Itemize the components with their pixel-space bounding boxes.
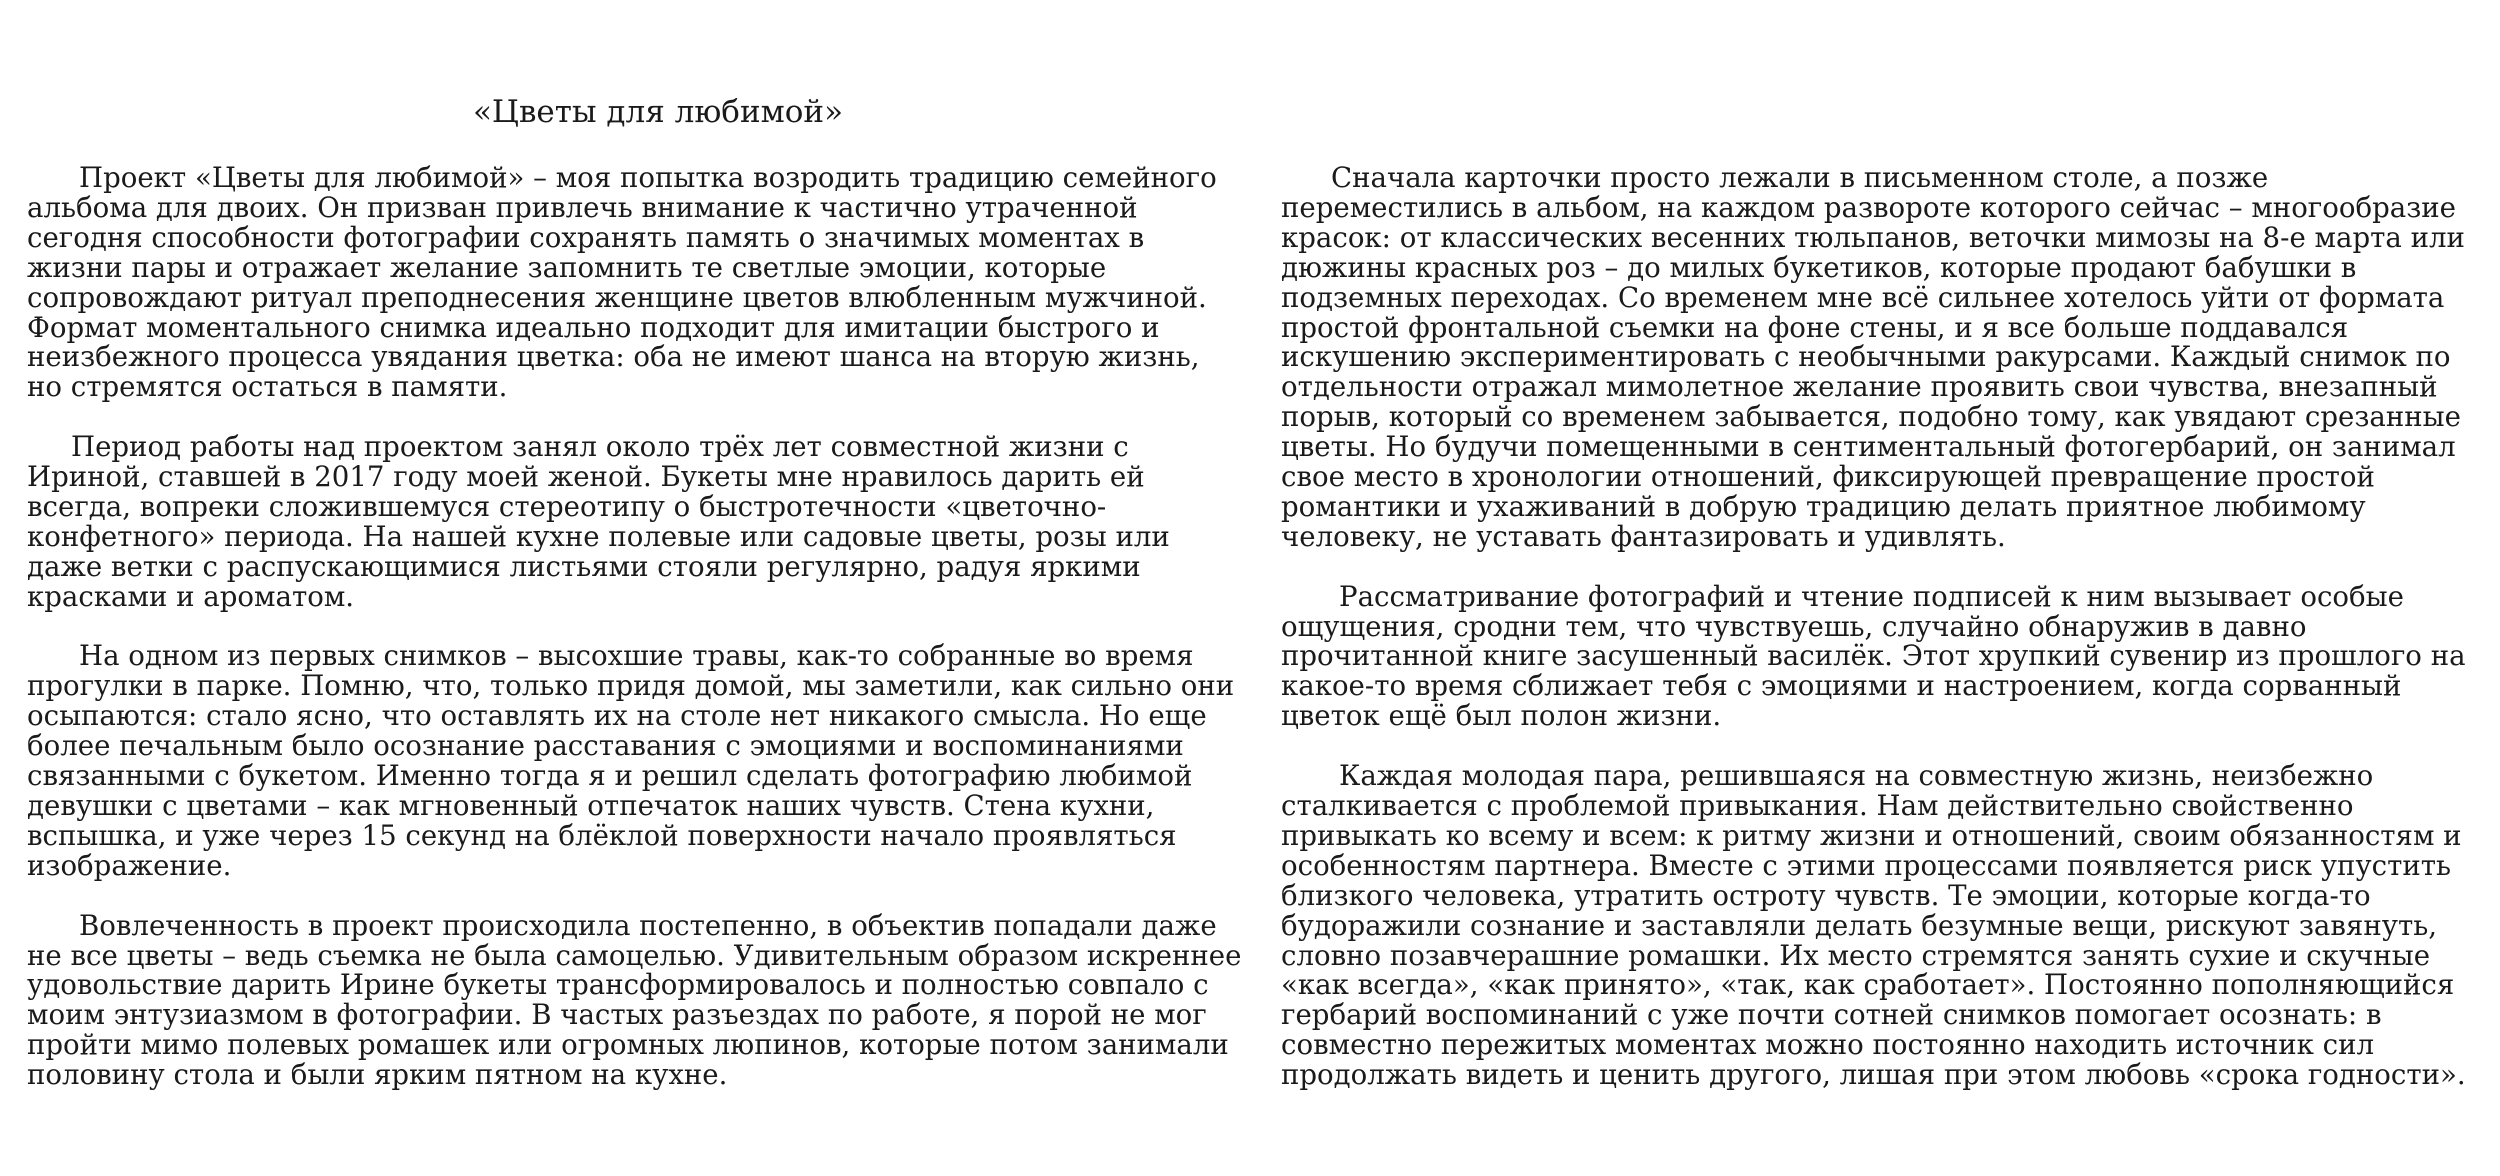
paragraph: Период работы над проектом занял около трёх лет совместной жизни с Ириной, ставшей в 2017 году моей женой. Букеты мне нравилось дарить ей всегда, вопреки сложившемуся стереотипу о быстротечности «цветочно-конфетного» периода. На нашей кухне полевые или садовые цветы, розы или даже ветки с распускающимися листьями стояли регулярно, радуя яркими красками и ароматом.	[27, 430, 1170, 613]
page-title: «Цветы для любимой»	[472, 94, 844, 130]
paragraph: Рассматривание фотографий и чтение подписей к ним вызывает особые ощущения, сродни тем, что чувствуешь, случайно обнаружив в давно прочитанной книге засушенный василёк. Этот хрупкий сувенир из прошлого на какое-то время сближает тебя с эмоциями и настроением, когда сорванный цветок ещё был полон жизни.	[1281, 579, 2466, 733]
paragraph: Вовлеченность в проект происходила постепенно, в объектив попадали даже не все цветы – ведь съемка не была самоцелью. Удивительным образом искреннее удовольствие дарить Ирине букеты трансформировалось и полностью совпало с моим энтузиазмом в фотографии. В частых разъездах по работе, я порой не мог пройти мимо полевых ромашек или огромных люпинов, которые потом занимали половину стола и были ярким пятном на кухне.	[27, 908, 1242, 1092]
left-text-column	[27, 163, 1243, 1120]
paragraph: Проект «Цветы для любимой» – моя попытка возродить традицию семейного альбома для двоих. Он призван привлечь внимание к частично утраченной сегодня способности фотографии сохранять память о значимых моментах в жизни пары и отражает желание запомнить те светлые эмоции, которые сопровождают ритуал преподнесения женщине цветов влюбленным мужчиной. Формат моментального снимка идеально подходит для имитации быстрого и неизбежного процесса увядания цветка: оба не имеют шанса на вторую жизнь, но стремятся остаться в памяти.	[27, 161, 1217, 404]
paragraph: Каждая молодая пара, решившаяся на совместную жизнь, неизбежно сталкивается с проблемой привыкания. Нам действительно свойственно привыкать ко всему и всем: к ритму жизни и отношений, своим обязанностям и особенностям партнера. Вместе с этими процессами появляется риск упустить близкого человека, утратить остроту чувств. Те эмоции, которые когда-то будоражили сознание и заставляли делать безумные вещи, рискуют завянуть, словно позавчерашние ромашки. Их место стремятся занять сухие и скучные «как всегда», «как принято», «так, как сработает». Постоянно пополняющийся гербарий воспоминаний с уже почти сотней снимков помогает осознать: в совместно пережитых моментах можно постоянно находить источник сил продолжать видеть и ценить другого, лишая при этом любовь «срока годности».	[1281, 759, 2466, 1092]
paragraph: Сначала карточки просто лежали в письменном столе, а позже переместились в альбом, на каждом развороте которого сейчас – многообразие красок: от классических весенних тюльпанов, веточки мимозы на 8-е марта или дюжины красных роз – до милых букетиков, которые продают бабушки в подземных переходах. Со временем мне всё сильнее хотелось уйти от формата простой фронтальной съемки на фоне стены, и я все больше поддавался искушению экспериментировать с необычными ракурсами. Каждый снимок по отдельности отражал мимолетное желание проявить свои чувства, внезапный порыв, который со временем забывается, подобно тому, как увядают срезанные цветы. Но будучи помещенными в сентиментальный фотогербарий, он занимал свое место в хронологии отношений, фиксирующей превращение простой романтики и ухаживаний в добрую традицию делать приятное любимому человеку, не уставать фантазировать и удивлять.	[1281, 161, 2465, 553]
paragraph: На одном из первых снимков – высохшие травы, как-то собранные во время прогулки в парке. Помню, что, только придя домой, мы заметили, как сильно они осыпаются: стало ясно, что оставлять их на столе нет никакого смысла. Но еще более печальным было осознание расставания с эмоциями и воспоминаниями связанными с букетом. Именно тогда я и решил сделать фотографию любимой девушки с цветами – как мгновенный отпечаток наших чувств. Стена кухни, вспышка, и уже через 15 секунд на блёклой поверхности начало проявляться изображение.	[27, 639, 1235, 882]
right-text-column	[1281, 163, 2481, 1120]
